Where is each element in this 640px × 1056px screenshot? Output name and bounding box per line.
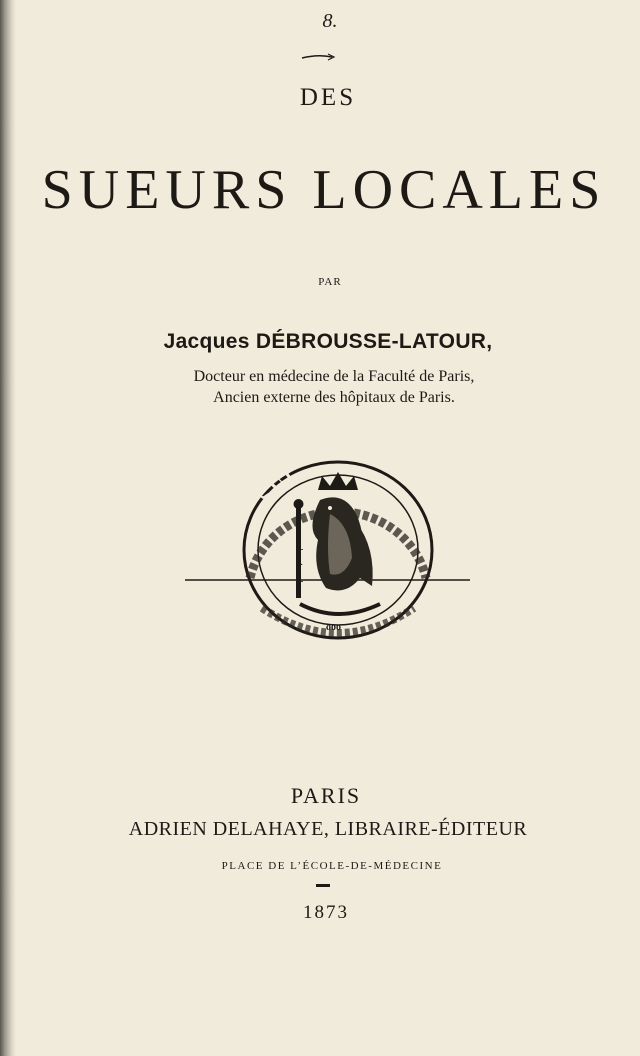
by-label: PAR (318, 276, 342, 288)
library-seal-stamp (0, 428, 640, 658)
book-title: SUEURS LOCALES (41, 159, 607, 221)
publisher-name: ADRIEN DELAHAYE, LIBRAIRE-ÉDITEUR (128, 818, 528, 840)
title-prefix: DES (299, 84, 357, 111)
publisher-address: PLACE DE L’ÉCOLE-DE-MÉDECINE (221, 860, 443, 872)
svg-text:-: - (300, 576, 304, 587)
publication-city: PARIS (290, 783, 362, 808)
publication-year: 1873 (303, 902, 349, 923)
author-qualification-2: Ancien externe des hôpitaux de Paris. (213, 389, 455, 406)
svg-text:·: · (300, 560, 304, 571)
shelf-mark-underline-icon (300, 52, 336, 62)
svg-text:· SUP · · ·: · SUP · · · (248, 444, 344, 521)
separator-dash (316, 884, 330, 887)
svg-text:ooo: ooo (326, 622, 341, 633)
svg-text:-: - (300, 544, 304, 555)
shelf-mark: 8. (322, 10, 338, 32)
author-qualification-1: Docteur en médecine de la Faculté de Paris, (193, 368, 475, 385)
author-name: Jacques DÉBROUSSE-LATOUR, (163, 330, 493, 353)
